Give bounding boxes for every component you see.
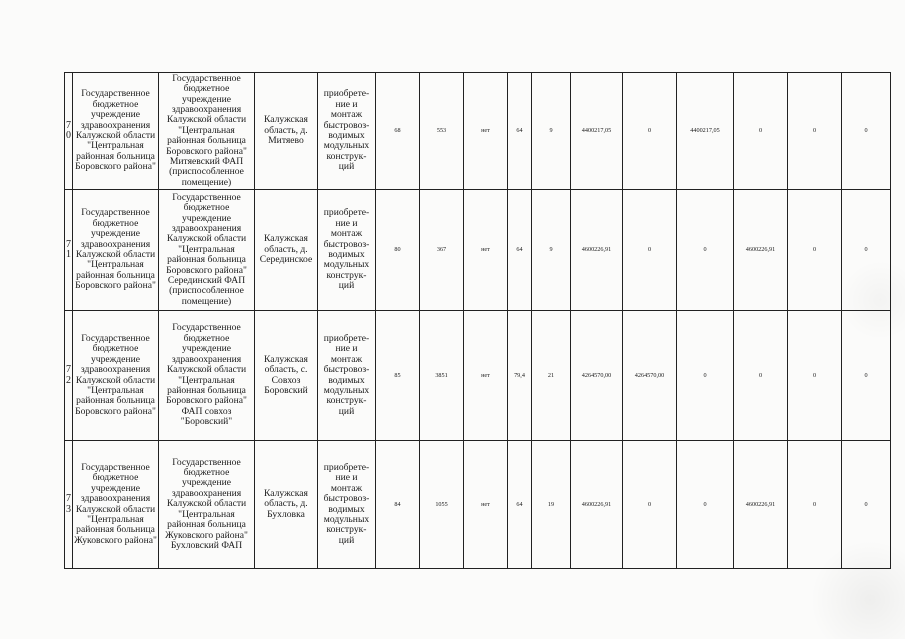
amount-cell: 0 [788, 311, 842, 441]
facilities-table [64, 72, 891, 569]
table-row [65, 441, 891, 569]
value-cell: 9 [532, 73, 571, 190]
amount-cell: 0 [623, 441, 677, 569]
amount-cell: 4600226,91 [571, 441, 623, 569]
value-cell: 64 [508, 190, 532, 311]
work-type-cell: приобрете-ние и монтаж быстровоз-водимых модульных конструк-ций [318, 73, 376, 190]
value-cell: 79,4 [508, 311, 532, 441]
value-cell: 553 [420, 73, 464, 190]
value-cell: 3851 [420, 311, 464, 441]
value-cell: 19 [532, 441, 571, 569]
location-cell: Калужская область, д. Бухловка [255, 441, 318, 569]
amount-cell: 0 [842, 311, 891, 441]
amount-cell: 0 [842, 190, 891, 311]
table-row [65, 73, 891, 190]
value-cell: 85 [376, 311, 420, 441]
amount-cell: 0 [734, 311, 788, 441]
value-cell: 64 [508, 73, 532, 190]
row-number: 72 [65, 311, 73, 441]
customer-cell: Государственное бюджетное учреждение здравоохранения Калужской области "Центральная районная больница Боровского района" [73, 311, 159, 441]
amount-cell: 0 [734, 73, 788, 190]
amount-cell: 0 [788, 441, 842, 569]
work-type-cell: приобрете-ние и монтаж быстровоз-водимых модульных конструк-ций [318, 190, 376, 311]
amount-cell: 4600226,91 [571, 190, 623, 311]
object-cell: Государственное бюджетное учреждение здравоохранения Калужской области "Центральная районная больница Боровского района" Митяевский ФАП (приспособленное помещение) [159, 73, 255, 190]
value-cell: нет [464, 73, 508, 190]
object-cell: Государственное бюджетное учреждение здравоохранения Калужской области "Центральная районная больница Боровского района" ФАП совхоз "Боровский" [159, 311, 255, 441]
value-cell: 84 [376, 441, 420, 569]
amount-cell: 0 [677, 441, 734, 569]
amount-cell: 0 [623, 73, 677, 190]
value-cell: 1055 [420, 441, 464, 569]
row-number: 70 [65, 73, 73, 190]
amount-cell: 0 [677, 190, 734, 311]
location-cell: Калужская область, д. Серединское [255, 190, 318, 311]
value-cell: 367 [420, 190, 464, 311]
value-cell: нет [464, 190, 508, 311]
value-cell: 68 [376, 73, 420, 190]
amount-cell: 0 [788, 73, 842, 190]
value-cell: 64 [508, 441, 532, 569]
amount-cell: 4600226,91 [734, 190, 788, 311]
object-cell: Государственное бюджетное учреждение здравоохранения Калужской области "Центральная районная больница Жуковского района" Бухловский ФАП [159, 441, 255, 569]
value-cell: 21 [532, 311, 571, 441]
work-type-cell: приобрете-ние и монтаж быстровоз-водимых модульных конструк-ций [318, 311, 376, 441]
row-number: 71 [65, 190, 73, 311]
customer-cell: Государственное бюджетное учреждение здравоохранения Калужской области "Центральная районная больница Боровского района" [73, 190, 159, 311]
amount-cell: 0 [842, 441, 891, 569]
amount-cell: 0 [788, 190, 842, 311]
value-cell: 9 [532, 190, 571, 311]
object-cell: Государственное бюджетное учреждение здравоохранения Калужской области "Центральная районная больница Боровского района" Серединский ФАП (приспособленное помещение) [159, 190, 255, 311]
table-row [65, 190, 891, 311]
amount-cell: 4400217,05 [571, 73, 623, 190]
customer-cell: Государственное бюджетное учреждение здравоохранения Калужской области "Центральная районная больница Боровского района" [73, 73, 159, 190]
row-number: 73 [65, 441, 73, 569]
customer-cell: Государственное бюджетное учреждение здравоохранения Калужской области "Центральная районная больница Жуковского района" [73, 441, 159, 569]
amount-cell: 4264570,00 [623, 311, 677, 441]
table-row [65, 311, 891, 441]
value-cell: нет [464, 441, 508, 569]
value-cell: нет [464, 311, 508, 441]
amount-cell: 0 [623, 190, 677, 311]
value-cell: 80 [376, 190, 420, 311]
work-type-cell: приобрете-ние и монтаж быстровоз-водимых модульных конструк-ций [318, 441, 376, 569]
location-cell: Калужская область, д. Митяево [255, 73, 318, 190]
amount-cell: 4400217,05 [677, 73, 734, 190]
amount-cell: 4264570,00 [571, 311, 623, 441]
amount-cell: 0 [677, 311, 734, 441]
amount-cell: 0 [842, 73, 891, 190]
amount-cell: 4600226,91 [734, 441, 788, 569]
location-cell: Калужская область, с. Совхоз Боровский [255, 311, 318, 441]
